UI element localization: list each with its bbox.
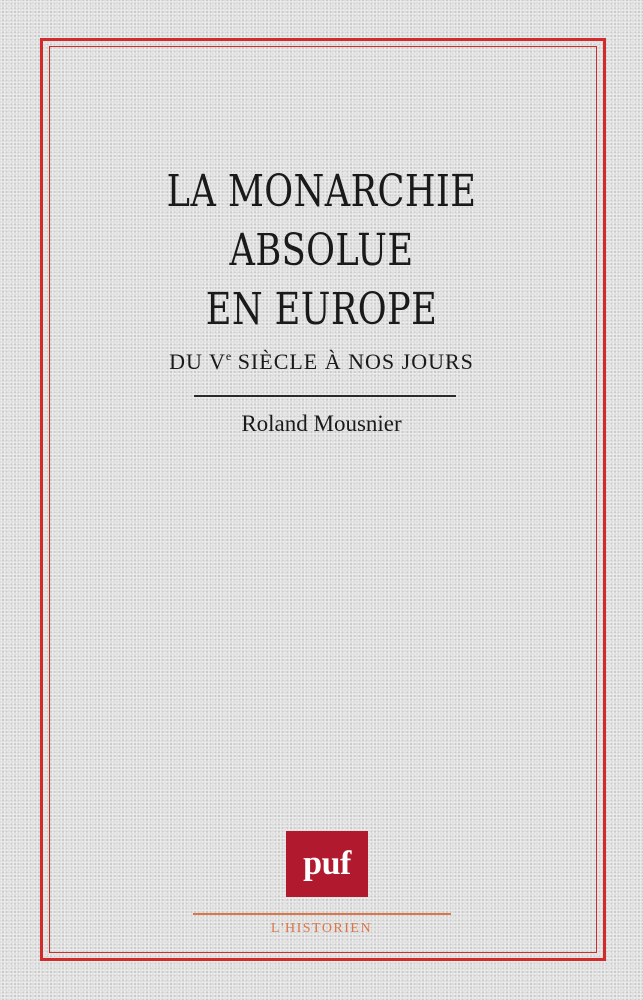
subtitle-end: SIÈCLE À NOS JOURS <box>231 349 474 374</box>
subtitle-superscript: e <box>225 349 232 363</box>
title-divider <box>194 395 456 397</box>
series-name: L'HISTORIEN <box>270 921 373 936</box>
title-line-3: EN EUROPE <box>205 284 438 335</box>
publisher-logo-text: puf <box>303 845 351 882</box>
publisher-logo <box>286 831 368 897</box>
subtitle <box>0 350 643 373</box>
series-divider <box>193 913 451 915</box>
author-name: Roland Mousnier <box>241 411 402 436</box>
subtitle-start: DU V <box>169 349 226 374</box>
title-line-1: LA MONARCHIE <box>166 166 477 217</box>
title-line-2: ABSOLUE <box>229 225 414 276</box>
